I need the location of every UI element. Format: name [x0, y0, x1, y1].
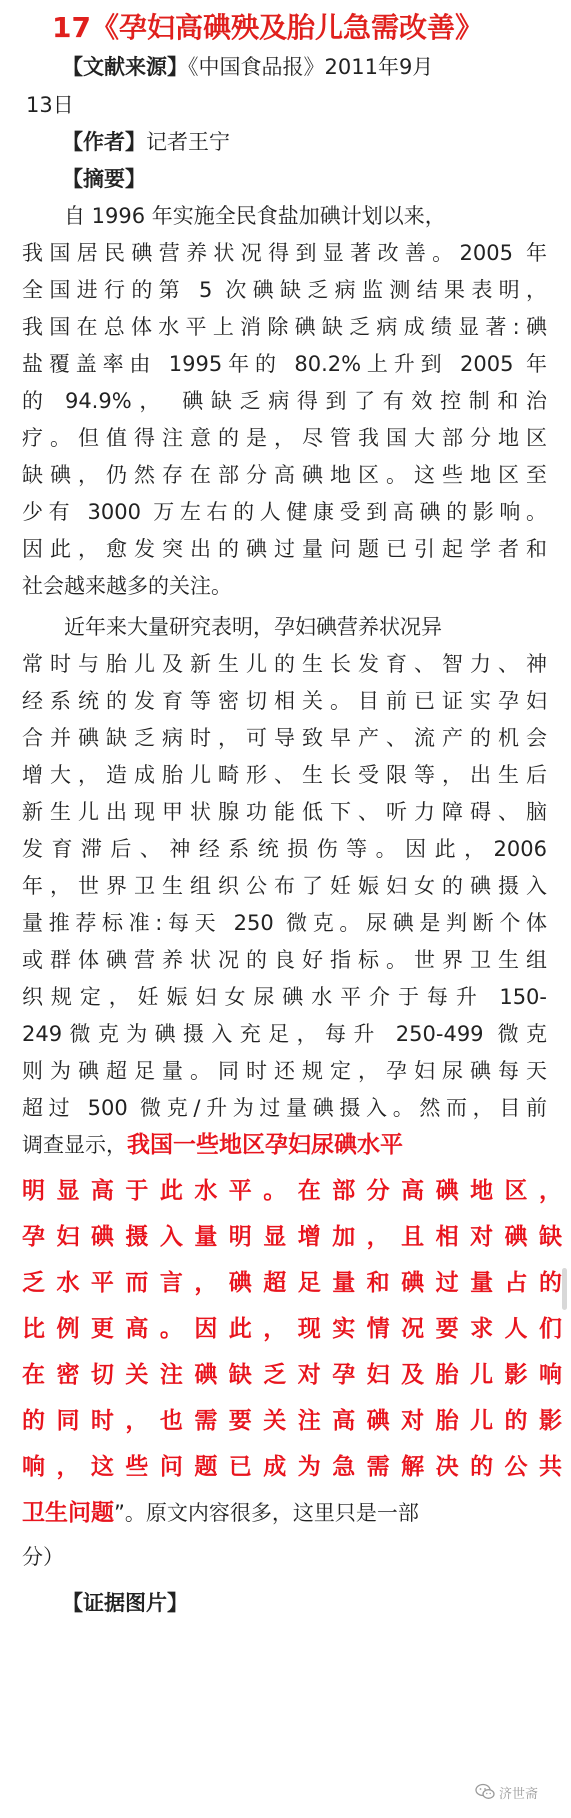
- highlighted-line: 响，这些问题已成为急需解决的公共: [22, 1454, 562, 1480]
- highlighted-text: 我国一些地区孕妇尿碘水平: [127, 1132, 403, 1158]
- paragraph-1-line: 我国居民碘营养状况得到显著改善。2005 年: [22, 241, 547, 265]
- paragraph-1-line: 的 94.9%， 碘缺乏病得到了有效控制和治: [22, 389, 547, 413]
- paragraph-1-line: 全国进行的第 5 次碘缺乏病监测结果表明，: [22, 278, 547, 302]
- source-value-continued: 13日: [26, 93, 74, 117]
- highlighted-line: 乏水平而言，碘超足量和碘过量占的: [22, 1270, 562, 1296]
- highlighted-text: 卫生问题: [22, 1500, 114, 1526]
- paragraph-2-line: 近年来大量研究表明，孕妇碘营养状况异: [64, 615, 442, 639]
- paragraph-1-line: 少有 3000 万左右的人健康受到高碘的影响。: [22, 500, 547, 524]
- paragraph-2-line: 新生儿出现甲状腺功能低下、听力障碍、脑: [22, 800, 547, 824]
- paragraph-2-line: 发育滞后、神经系统损伤等。因此，2006: [22, 837, 547, 861]
- highlighted-line: 孕妇碘摄入量明显增加，且相对碘缺: [22, 1224, 562, 1250]
- paragraph-1-line: 疗。但值得注意的是，尽管我国大部分地区: [22, 426, 547, 450]
- author-line: [62, 127, 230, 157]
- paragraph-1-line: 因此，愈发突出的碘过量问题已引起学者和: [22, 537, 547, 561]
- source-label: 【文献来源】: [62, 55, 188, 79]
- evidence-label: 【证据图片】: [62, 1591, 188, 1615]
- watermark-text: 济世斋: [499, 1786, 539, 1802]
- paragraph-2-line: 增大，造成胎儿畸形、生长受限等，出生后: [22, 763, 547, 787]
- paragraph-2-line: 249微克为碘摄入充足，每升 250-499 微克: [22, 1022, 547, 1046]
- paragraph-2-line: 经系统的发育等密切相关。目前已证实孕妇: [22, 689, 547, 713]
- paragraph-1-line: 盐覆盖率由 1995年的 80.2%上升到 2005 年: [22, 352, 547, 376]
- author-value: 记者王宁: [146, 130, 230, 154]
- paragraph-1-line: 我国在总体水平上消除碘缺乏病成绩显著:碘: [22, 315, 547, 339]
- source-value: 《中国食品报》2011年9月: [188, 55, 434, 79]
- paragraph-3-line: [22, 1498, 419, 1528]
- wechat-icon: [475, 1783, 495, 1801]
- paragraph-1-line: 社会越来越多的关注。: [22, 574, 232, 598]
- highlighted-line: 比例更高。因此，现实情况要求人们: [22, 1316, 562, 1342]
- paragraph-3-start: 调查显示，: [22, 1133, 127, 1157]
- paragraph-2-line: 则为碘超足量。同时还规定，孕妇尿碘每天: [22, 1059, 547, 1083]
- source-line: [62, 52, 433, 82]
- paragraph-2-line: 合并碘缺乏病时，可导致早产、流产的机会: [22, 726, 547, 750]
- paragraph-2-line: 或群体碘营养状况的良好指标。世界卫生组: [22, 948, 547, 972]
- paragraph-2-line: 年，世界卫生组织公布了妊娠妇女的碘摄入: [22, 874, 547, 898]
- scrollbar-thumb[interactable]: [562, 1268, 567, 1310]
- author-label: 【作者】: [62, 130, 146, 154]
- highlighted-line: 在密切关注碘缺乏对孕妇及胎儿影响: [22, 1362, 562, 1388]
- watermark: [475, 1780, 538, 1804]
- paragraph-3-line: [22, 1130, 403, 1160]
- paragraph-2-line: 织规定，妊娠妇女尿碘水平介于每升 150-: [22, 985, 547, 1009]
- paragraph-2-line: 常时与胎儿及新生儿的生长发育、智力、神: [22, 652, 547, 676]
- highlighted-line: 的同时，也需要关注高碘对胎儿的影: [22, 1408, 562, 1434]
- paragraph-3-end: 分）: [22, 1545, 64, 1569]
- highlighted-line: 明显高于此水平。在部分高碘地区，: [22, 1178, 562, 1204]
- paragraph-1-line: 自 1996 年实施全民食盐加碘计划以来，: [64, 204, 446, 228]
- abstract-label: 【摘要】: [62, 167, 146, 191]
- paragraph-3-tail: ”。原文内容很多，这里只是一部: [114, 1501, 419, 1525]
- paragraph-1-line: 缺碘，仍然存在部分高碘地区。这些地区至: [22, 463, 547, 487]
- paragraph-2-line: 量推荐标准:每天 250 微克。尿碘是判断个体: [22, 911, 547, 935]
- paragraph-2-line: 超过 500 微克/升为过量碘摄入。然而，目前: [22, 1096, 547, 1120]
- article-title: 17《孕妇高碘殃及胎儿急需改善》: [52, 11, 483, 44]
